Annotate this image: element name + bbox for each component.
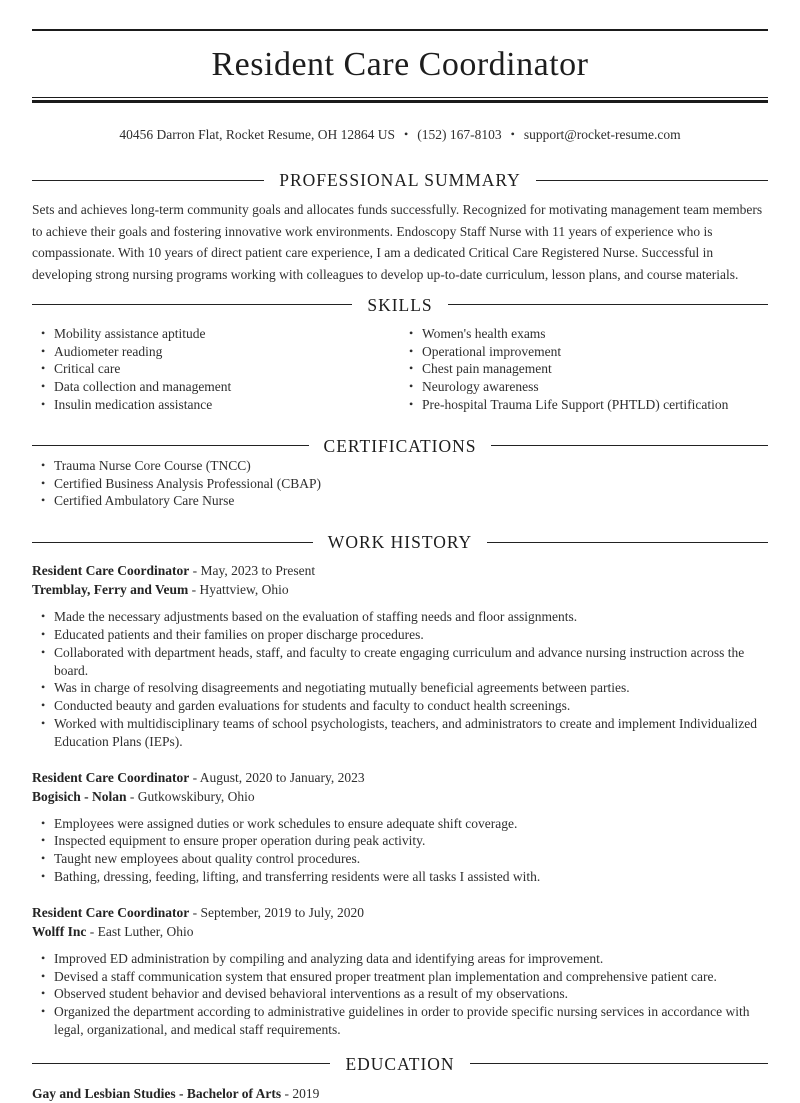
bullet-separator: • <box>510 127 515 141</box>
section-header-skills <box>32 294 768 316</box>
section-header-work-history <box>32 531 768 553</box>
skill-item: • Women's health exams <box>422 325 768 343</box>
job-bullet: • Employees were assigned duties or work schedules to ensure adequate shift coverage. <box>54 815 768 833</box>
section-title: CERTIFICATIONS <box>323 435 477 456</box>
section-title: EDUCATION <box>345 1053 455 1074</box>
job-title-line <box>32 561 768 580</box>
skill-item: • Audiometer reading <box>54 343 400 361</box>
job-bullet: • Devised a staff communication system that ensured proper treatment plan implementation and comprehensive patient care. <box>54 968 768 986</box>
dash-separator: - <box>191 582 197 598</box>
section-header-professional-summary <box>32 169 768 191</box>
job-company: Bogisich - Nolan <box>32 788 127 804</box>
skills-columns <box>32 325 768 414</box>
skill-item: • Chest pain management <box>422 360 768 378</box>
dash-separator: - <box>192 563 198 579</box>
job-title: Resident Care Coordinator <box>32 563 190 579</box>
education-year: 2019 <box>292 1085 320 1101</box>
page-title: Resident Care Coordinator <box>211 46 589 83</box>
job-title-line <box>32 768 768 787</box>
job-entry <box>32 768 768 886</box>
certifications-list <box>32 457 768 510</box>
dash-separator: - <box>192 769 198 785</box>
job-company: Wolff Inc <box>32 923 87 939</box>
contact-address: 40456 Darron Flat, Rocket Resume, OH 12864 US <box>119 127 396 142</box>
contact-phone: (152) 167-8103 <box>417 127 502 142</box>
contact-line <box>32 125 768 144</box>
header-rule-left <box>32 1063 330 1064</box>
job-bullet: • Bathing, dressing, feeding, lifting, and transferring residents were all tasks I assisted with. <box>54 868 768 886</box>
education-entry <box>32 1084 768 1103</box>
job-entry <box>32 561 768 750</box>
certification-item: • Trauma Nurse Core Course (TNCC) <box>54 457 768 475</box>
header-rule-right <box>491 445 768 446</box>
job-bullet: • Made the necessary adjustments based on the evaluation of staffing needs and floor assignments. <box>54 608 768 626</box>
job-dates: September, 2019 to July, 2020 <box>200 904 365 920</box>
section-header-education <box>32 1053 768 1075</box>
skill-item: • Critical care <box>54 360 400 378</box>
job-bullet: • Improved ED administration by compiling and analyzing data and identifying areas for improvement. <box>54 950 768 968</box>
dash-separator: - <box>89 923 95 939</box>
job-title-line <box>32 903 768 922</box>
job-bullet: • Worked with multidisciplinary teams of school psychologists, teachers, and administrators to create and implement Individualized Education Plans (IEPs). <box>54 715 768 751</box>
dash-separator: - <box>284 1085 290 1101</box>
certification-item: • Certified Business Analysis Professional (CBAP) <box>54 475 768 493</box>
section-title: SKILLS <box>367 294 433 315</box>
skill-item: • Mobility assistance aptitude <box>54 325 400 343</box>
bullet-separator: • <box>404 127 409 141</box>
job-bullet: • Inspected equipment to ensure proper operation during peak activity. <box>54 832 768 850</box>
summary-paragraph: Sets and achieves long-term community goals and allocates funds successfully. Recognized for motivating management team members to achieve their goals and fostering innovative work environments. Endoscopy Staff Nurse with 11 years of experience who is compassionate. With 10 years of direct patient care experience, I am a dedicated Critical Care Registered Nurse. Successful in developing strong nursing programs working with colleagues to develop up-to-date curriculum, lesson plans, and course materials. <box>32 202 763 283</box>
job-bullet: • Educated patients and their families on proper discharge procedures. <box>54 626 768 644</box>
section-title: WORK HISTORY <box>327 532 473 553</box>
top-rule <box>32 29 768 31</box>
job-bullet-list <box>32 608 768 750</box>
skills-list-left <box>32 325 400 414</box>
section-title: PROFESSIONAL SUMMARY <box>279 170 521 190</box>
job-title: Resident Care Coordinator <box>32 769 190 785</box>
job-title: Resident Care Coordinator <box>32 904 190 920</box>
job-dates: August, 2020 to January, 2023 <box>199 769 365 785</box>
resume-page <box>0 29 800 1103</box>
header-rule-right <box>470 1063 768 1064</box>
title-divider <box>32 97 768 104</box>
title-divider-thin-line <box>32 97 768 98</box>
skills-list-right <box>400 325 768 414</box>
header-rule-left <box>32 180 264 181</box>
skill-item: • Insulin medication assistance <box>54 396 400 414</box>
skill-item: • Pre-hospital Trauma Life Support (PHTLD) certification <box>422 396 768 414</box>
job-bullet: • Conducted beauty and garden evaluations for students and faculty to conduct health screenings. <box>54 697 768 715</box>
header-rule-right <box>487 542 768 543</box>
job-company-line <box>32 787 768 806</box>
job-location: East Luther, Ohio <box>97 923 194 939</box>
job-dates: May, 2023 to Present <box>200 563 316 579</box>
header-rule-left <box>32 445 309 446</box>
title-divider-thick-line <box>32 100 768 103</box>
job-location: Hyattview, Ohio <box>199 582 289 598</box>
skill-item: • Operational improvement <box>422 343 768 361</box>
dash-separator: - <box>192 904 198 920</box>
job-bullet: • Observed student behavior and devised behavioral interventions as a result of my observations. <box>54 985 768 1003</box>
job-bullet: • Collaborated with department heads, staff, and faculty to create engaging curriculum and advance nursing instruction across the board. <box>54 644 768 680</box>
header-rule-right <box>536 180 768 181</box>
job-entry <box>32 903 768 1039</box>
job-bullet-list <box>32 815 768 886</box>
header-rule-left <box>32 542 313 543</box>
job-company: Tremblay, Ferry and Veum <box>32 582 189 598</box>
job-location: Gutkowskibury, Ohio <box>137 788 255 804</box>
dash-separator: - <box>129 788 135 804</box>
header-rule-right <box>448 304 768 305</box>
skill-item: • Data collection and management <box>54 378 400 396</box>
job-company-line <box>32 580 768 599</box>
job-bullet-list <box>32 950 768 1039</box>
section-header-certifications <box>32 435 768 457</box>
job-bullet: • Organized the department according to administrative guidelines in order to provide specific nursing services in accordance with legal, organizational, and medical staff requirements. <box>54 1003 768 1039</box>
job-bullet: • Was in charge of resolving disagreements and negotiating mutually beneficial agreements between parties. <box>54 679 768 697</box>
certification-item: • Certified Ambulatory Care Nurse <box>54 492 768 510</box>
contact-email: support@rocket-resume.com <box>523 127 681 142</box>
job-company-line <box>32 922 768 941</box>
education-degree: Gay and Lesbian Studies - Bachelor of Arts <box>32 1085 282 1101</box>
skill-item: • Neurology awareness <box>422 378 768 396</box>
job-bullet: • Taught new employees about quality control procedures. <box>54 850 768 868</box>
header-rule-left <box>32 304 352 305</box>
